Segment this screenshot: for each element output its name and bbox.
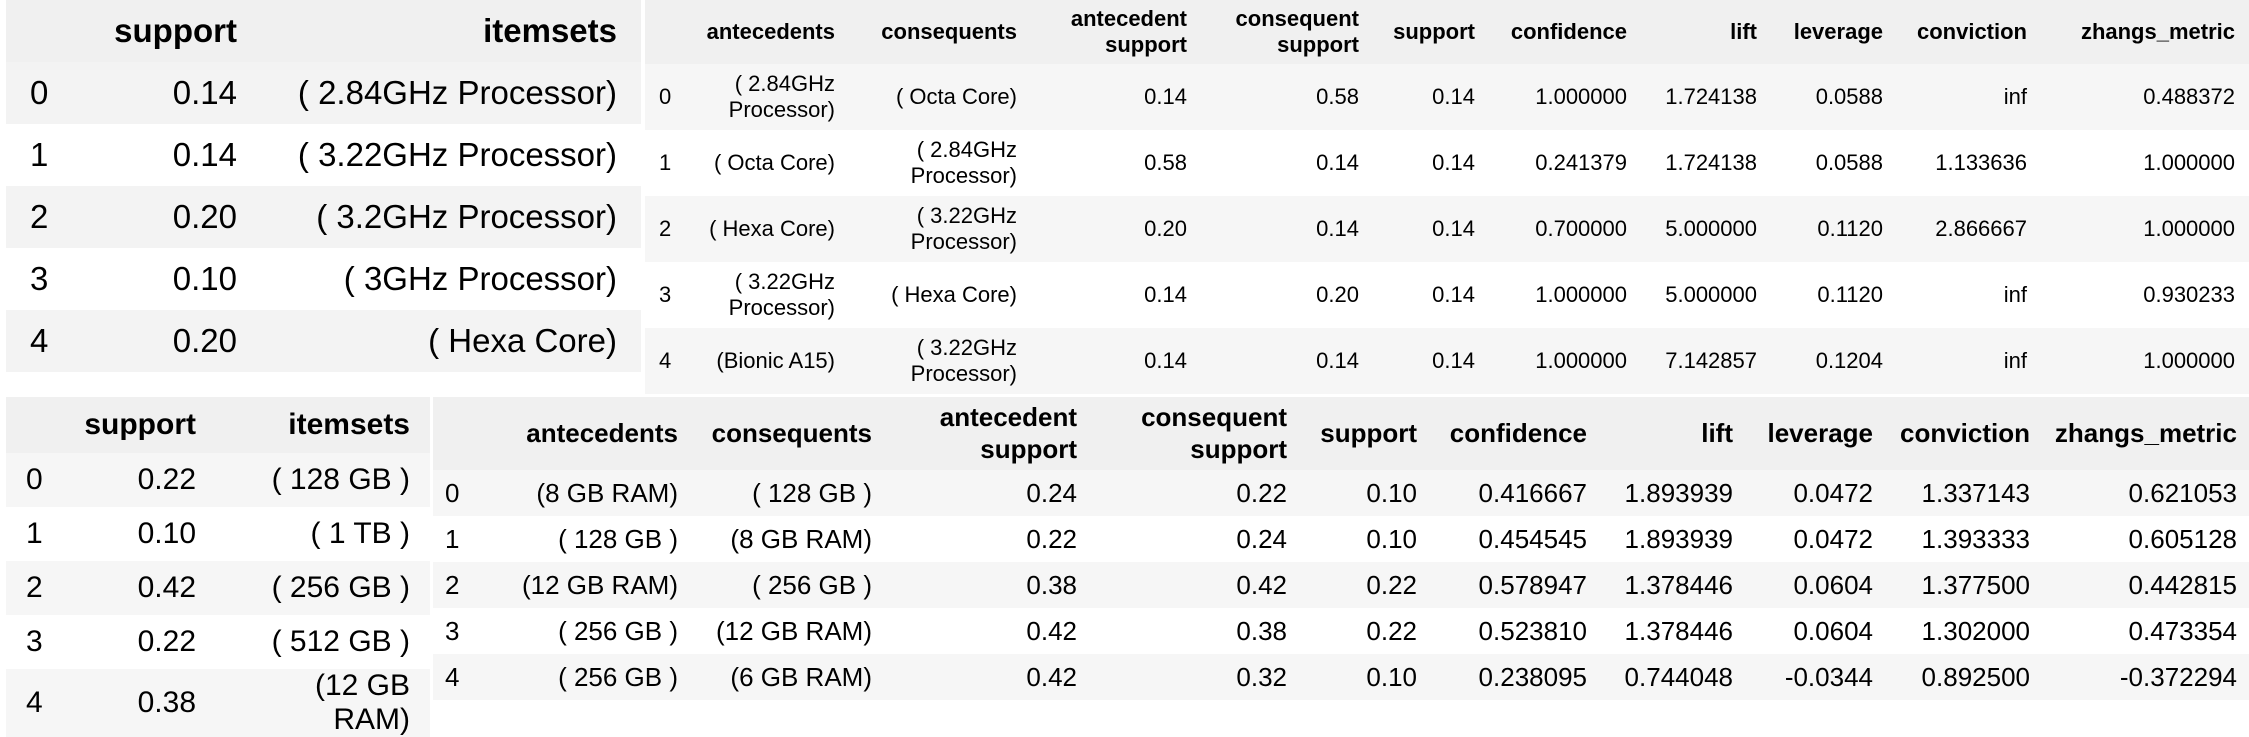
- row-index: 1: [6, 507, 56, 561]
- table-row: [433, 654, 2249, 700]
- table-row: [6, 62, 641, 124]
- table-row: [645, 64, 2249, 130]
- column-header-lift: lift: [1641, 0, 1771, 64]
- consequent-support-cell: 0.14: [1201, 328, 1373, 394]
- conviction-cell: 1.302000: [1885, 608, 2042, 654]
- consequents-cell: ( 256 GB ): [690, 562, 884, 608]
- column-header-index: [6, 0, 76, 62]
- antecedents-cell: (8 GB RAM): [473, 470, 690, 516]
- conviction-cell: 1.393333: [1885, 516, 2042, 562]
- support-cell: 0.14: [1373, 262, 1489, 328]
- antecedents-cell: ( Hexa Core): [690, 196, 849, 262]
- rules-table-top: [645, 0, 2249, 394]
- lift-cell: 7.142857: [1641, 328, 1771, 394]
- antecedents-cell: ( 256 GB ): [473, 608, 690, 654]
- table-row: [433, 470, 2249, 516]
- row-index: 0: [6, 453, 56, 507]
- itemsets-cell: ( 3GHz Processor): [261, 248, 641, 310]
- support-cell: 0.10: [1299, 470, 1429, 516]
- table-row: [6, 453, 430, 507]
- support-cell: 0.22: [56, 615, 216, 669]
- support-cell: 0.14: [1373, 64, 1489, 130]
- confidence-cell: 0.523810: [1429, 608, 1599, 654]
- antecedents-cell: ( 2.84GHz Processor): [690, 64, 849, 130]
- itemsets-cell: ( 256 GB ): [216, 561, 430, 615]
- row-index: 0: [433, 470, 473, 516]
- lift-cell: 1.724138: [1641, 64, 1771, 130]
- antecedent-support-cell: 0.14: [1031, 64, 1201, 130]
- row-index: 4: [645, 328, 690, 394]
- support-cell: 0.14: [76, 124, 261, 186]
- zhangs-metric-cell: 0.442815: [2042, 562, 2249, 608]
- column-header-support: support: [76, 0, 261, 62]
- row-index: 3: [6, 615, 56, 669]
- confidence-cell: 0.241379: [1489, 130, 1641, 196]
- consequents-cell: ( 2.84GHz Processor): [849, 130, 1031, 196]
- row-index: 4: [433, 654, 473, 700]
- antecedent-support-cell: 0.22: [884, 516, 1089, 562]
- consequent-support-cell: 0.58: [1201, 64, 1373, 130]
- itemsets-cell: ( 1 TB ): [216, 507, 430, 561]
- antecedent-support-cell: 0.14: [1031, 328, 1201, 394]
- table-row: [433, 516, 2249, 562]
- consequent-support-cell: 0.38: [1089, 608, 1299, 654]
- antecedents-cell: ( 128 GB ): [473, 516, 690, 562]
- column-header-support: support: [56, 397, 216, 453]
- column-header-itemsets: itemsets: [216, 397, 430, 453]
- row-index: 3: [6, 248, 76, 310]
- leverage-cell: 0.0604: [1745, 562, 1885, 608]
- confidence-cell: 0.578947: [1429, 562, 1599, 608]
- support-cell: 0.22: [1299, 562, 1429, 608]
- row-index: 2: [6, 186, 76, 248]
- conviction-cell: inf: [1897, 262, 2041, 328]
- row-index: 1: [645, 130, 690, 196]
- column-header-index: [6, 397, 56, 453]
- confidence-cell: 0.416667: [1429, 470, 1599, 516]
- antecedents-cell: ( 3.22GHz Processor): [690, 262, 849, 328]
- antecedents-cell: ( 256 GB ): [473, 654, 690, 700]
- conviction-cell: 0.892500: [1885, 654, 2042, 700]
- column-header-support: support: [1373, 0, 1489, 64]
- table-row: [6, 507, 430, 561]
- zhangs-metric-cell: -0.372294: [2042, 654, 2249, 700]
- lift-cell: 1.378446: [1599, 562, 1745, 608]
- column-header-antecedents: antecedents: [690, 0, 849, 64]
- row-index: 0: [6, 62, 76, 124]
- confidence-cell: 1.000000: [1489, 64, 1641, 130]
- column-header-consequents: consequents: [849, 0, 1031, 64]
- itemsets-header-row: [6, 0, 641, 62]
- consequent-support-cell: 0.14: [1201, 130, 1373, 196]
- itemsets-cell: (12 GB RAM): [216, 669, 430, 737]
- column-header-consequents: consequents: [690, 397, 884, 470]
- antecedents-cell: ( Octa Core): [690, 130, 849, 196]
- zhangs-metric-cell: 0.605128: [2042, 516, 2249, 562]
- support-cell: 0.14: [1373, 328, 1489, 394]
- support-cell: 0.10: [1299, 654, 1429, 700]
- consequents-cell: (6 GB RAM): [690, 654, 884, 700]
- lift-cell: 5.000000: [1641, 262, 1771, 328]
- conviction-cell: inf: [1897, 64, 2041, 130]
- itemsets-cell: ( 128 GB ): [216, 453, 430, 507]
- row-index: 4: [6, 669, 56, 737]
- table-row: [6, 561, 430, 615]
- column-header-conviction: conviction: [1885, 397, 2042, 470]
- column-header-index: [433, 397, 473, 470]
- support-cell: 0.20: [76, 186, 261, 248]
- support-cell: 0.14: [76, 62, 261, 124]
- consequents-cell: ( Hexa Core): [849, 262, 1031, 328]
- row-index: 2: [645, 196, 690, 262]
- table-row: [6, 310, 641, 372]
- conviction-cell: 1.337143: [1885, 470, 2042, 516]
- support-cell: 0.14: [1373, 130, 1489, 196]
- column-header-antecedent-support: antecedent support: [884, 397, 1089, 470]
- conviction-cell: 1.377500: [1885, 562, 2042, 608]
- leverage-cell: 0.0588: [1771, 130, 1897, 196]
- lift-cell: 1.378446: [1599, 608, 1745, 654]
- itemsets-table-top: [6, 0, 641, 372]
- lift-cell: 1.893939: [1599, 516, 1745, 562]
- support-cell: 0.38: [56, 669, 216, 737]
- rules-header-row: [645, 0, 2249, 64]
- column-header-conviction: conviction: [1897, 0, 2041, 64]
- consequent-support-cell: 0.22: [1089, 470, 1299, 516]
- column-header-consequent-support: consequent support: [1089, 397, 1299, 470]
- column-header-zhangs-metric: zhangs_metric: [2041, 0, 2249, 64]
- antecedent-support-cell: 0.14: [1031, 262, 1201, 328]
- rules-table-bottom: [433, 397, 2249, 700]
- antecedent-support-cell: 0.20: [1031, 196, 1201, 262]
- row-index: 1: [433, 516, 473, 562]
- column-header-zhangs-metric: zhangs_metric: [2042, 397, 2249, 470]
- consequent-support-cell: 0.42: [1089, 562, 1299, 608]
- column-header-support: support: [1299, 397, 1429, 470]
- conviction-cell: 2.866667: [1897, 196, 2041, 262]
- antecedents-cell: (12 GB RAM): [473, 562, 690, 608]
- leverage-cell: 0.1120: [1771, 196, 1897, 262]
- row-index: 2: [433, 562, 473, 608]
- support-cell: 0.10: [1299, 516, 1429, 562]
- table-row: [6, 248, 641, 310]
- zhangs-metric-cell: 1.000000: [2041, 196, 2249, 262]
- zhangs-metric-cell: 1.000000: [2041, 130, 2249, 196]
- confidence-cell: 0.454545: [1429, 516, 1599, 562]
- confidence-cell: 1.000000: [1489, 262, 1641, 328]
- consequent-support-cell: 0.24: [1089, 516, 1299, 562]
- zhangs-metric-cell: 0.488372: [2041, 64, 2249, 130]
- confidence-cell: 0.238095: [1429, 654, 1599, 700]
- table-row: [433, 562, 2249, 608]
- table-row: [6, 124, 641, 186]
- table-row: [6, 186, 641, 248]
- column-header-itemsets: itemsets: [261, 0, 641, 62]
- lift-cell: 0.744048: [1599, 654, 1745, 700]
- consequents-cell: ( 3.22GHz Processor): [849, 196, 1031, 262]
- table-row: [433, 608, 2249, 654]
- itemsets-cell: ( 2.84GHz Processor): [261, 62, 641, 124]
- leverage-cell: 0.0604: [1745, 608, 1885, 654]
- support-cell: 0.20: [76, 310, 261, 372]
- consequents-cell: ( Octa Core): [849, 64, 1031, 130]
- column-header-confidence: confidence: [1489, 0, 1641, 64]
- confidence-cell: 1.000000: [1489, 328, 1641, 394]
- itemsets-cell: ( 512 GB ): [216, 615, 430, 669]
- zhangs-metric-cell: 1.000000: [2041, 328, 2249, 394]
- conviction-cell: inf: [1897, 328, 2041, 394]
- row-index: 1: [6, 124, 76, 186]
- itemsets-table-bottom: [6, 397, 430, 737]
- row-index: 2: [6, 561, 56, 615]
- consequents-cell: (12 GB RAM): [690, 608, 884, 654]
- leverage-cell: 0.1204: [1771, 328, 1897, 394]
- leverage-cell: 0.0472: [1745, 516, 1885, 562]
- antecedent-support-cell: 0.42: [884, 654, 1089, 700]
- leverage-cell: -0.0344: [1745, 654, 1885, 700]
- antecedent-support-cell: 0.38: [884, 562, 1089, 608]
- itemsets-cell: ( 3.2GHz Processor): [261, 186, 641, 248]
- confidence-cell: 0.700000: [1489, 196, 1641, 262]
- consequents-cell: ( 128 GB ): [690, 470, 884, 516]
- lift-cell: 1.893939: [1599, 470, 1745, 516]
- column-header-leverage: leverage: [1745, 397, 1885, 470]
- lift-cell: 5.000000: [1641, 196, 1771, 262]
- row-index: 4: [6, 310, 76, 372]
- row-index: 0: [645, 64, 690, 130]
- support-cell: 0.10: [76, 248, 261, 310]
- support-cell: 0.22: [1299, 608, 1429, 654]
- conviction-cell: 1.133636: [1897, 130, 2041, 196]
- antecedents-cell: (Bionic A15): [690, 328, 849, 394]
- row-index: 3: [645, 262, 690, 328]
- leverage-cell: 0.0472: [1745, 470, 1885, 516]
- support-cell: 0.14: [1373, 196, 1489, 262]
- table-row: [645, 196, 2249, 262]
- zhangs-metric-cell: 0.473354: [2042, 608, 2249, 654]
- table-row: [6, 615, 430, 669]
- antecedent-support-cell: 0.58: [1031, 130, 1201, 196]
- support-cell: 0.10: [56, 507, 216, 561]
- support-cell: 0.22: [56, 453, 216, 507]
- rules-header-row: [433, 397, 2249, 470]
- column-header-consequent-support: consequent support: [1201, 0, 1373, 64]
- zhangs-metric-cell: 0.930233: [2041, 262, 2249, 328]
- zhangs-metric-cell: 0.621053: [2042, 470, 2249, 516]
- itemsets-cell: ( 3.22GHz Processor): [261, 124, 641, 186]
- consequent-support-cell: 0.32: [1089, 654, 1299, 700]
- consequents-cell: ( 3.22GHz Processor): [849, 328, 1031, 394]
- consequent-support-cell: 0.14: [1201, 196, 1373, 262]
- consequent-support-cell: 0.20: [1201, 262, 1373, 328]
- column-header-lift: lift: [1599, 397, 1745, 470]
- table-row: [645, 262, 2249, 328]
- lift-cell: 1.724138: [1641, 130, 1771, 196]
- column-header-leverage: leverage: [1771, 0, 1897, 64]
- leverage-cell: 0.0588: [1771, 64, 1897, 130]
- antecedent-support-cell: 0.42: [884, 608, 1089, 654]
- itemsets-cell: ( Hexa Core): [261, 310, 641, 372]
- table-row: [645, 130, 2249, 196]
- row-index: 3: [433, 608, 473, 654]
- column-header-antecedent-support: antecedent support: [1031, 0, 1201, 64]
- itemsets-header-row: [6, 397, 430, 453]
- column-header-antecedents: antecedents: [473, 397, 690, 470]
- antecedent-support-cell: 0.24: [884, 470, 1089, 516]
- consequents-cell: (8 GB RAM): [690, 516, 884, 562]
- column-header-confidence: confidence: [1429, 397, 1599, 470]
- support-cell: 0.42: [56, 561, 216, 615]
- table-row: [645, 328, 2249, 394]
- column-header-index: [645, 0, 690, 64]
- leverage-cell: 0.1120: [1771, 262, 1897, 328]
